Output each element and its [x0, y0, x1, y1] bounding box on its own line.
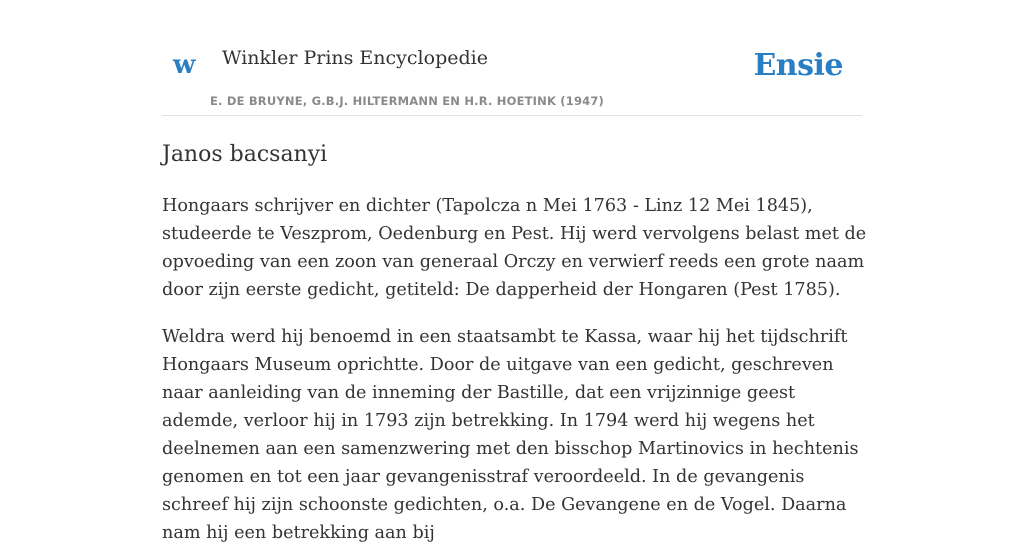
article-paragraph: Hongaars schrijver en dichter (Tapolcza n Mei 1763 - Linz 12 Mei 1845), studeerde te Veszprom, Oedenburg en Pest. Hij werd vervolgens belast met de opvoeding van een zoon van generaal Orczy en verwierf reeds een grote naam door zijn eerste gedicht, getiteld: De dapperheid der Hongaren (Pest 1785). [162, 196, 867, 300]
article-body [162, 138, 867, 547]
ensie-logo[interactable]: Ensie [753, 48, 843, 83]
article-paragraph: Weldra werd hij benoemd in een staatsambt te Kassa, waar hij het tijdschrift Hongaars Museum oprichtte. Door de uitgave van een gedicht, geschreven naar aanleiding van de inneming der Bastille, dat een vrijzinnige geest ademde, verloor hij in 1793 zijn betrekking. In 1794 werd hij wegens het deelnemen aan een samenzwering met den bisschop Martinovics in hechtenis genomen en tot een jaar gevangenisstraf veroordeeld. In de gevangenis schreef hij zijn schoonste gedichten, o.a. De Gevangene en de Vogel. Daarna nam hij een betrekking aan bij [162, 327, 859, 543]
source-title-link[interactable]: Winkler Prins Encyclopedie [222, 47, 488, 69]
article-title: Janos bacsanyi [162, 142, 328, 167]
source-header [162, 0, 862, 116]
source-logo[interactable]: w [173, 50, 196, 80]
source-authors: E. DE BRUYNE, G.B.J. HILTERMANN EN H.R. HOETINK (1947) [210, 94, 605, 108]
